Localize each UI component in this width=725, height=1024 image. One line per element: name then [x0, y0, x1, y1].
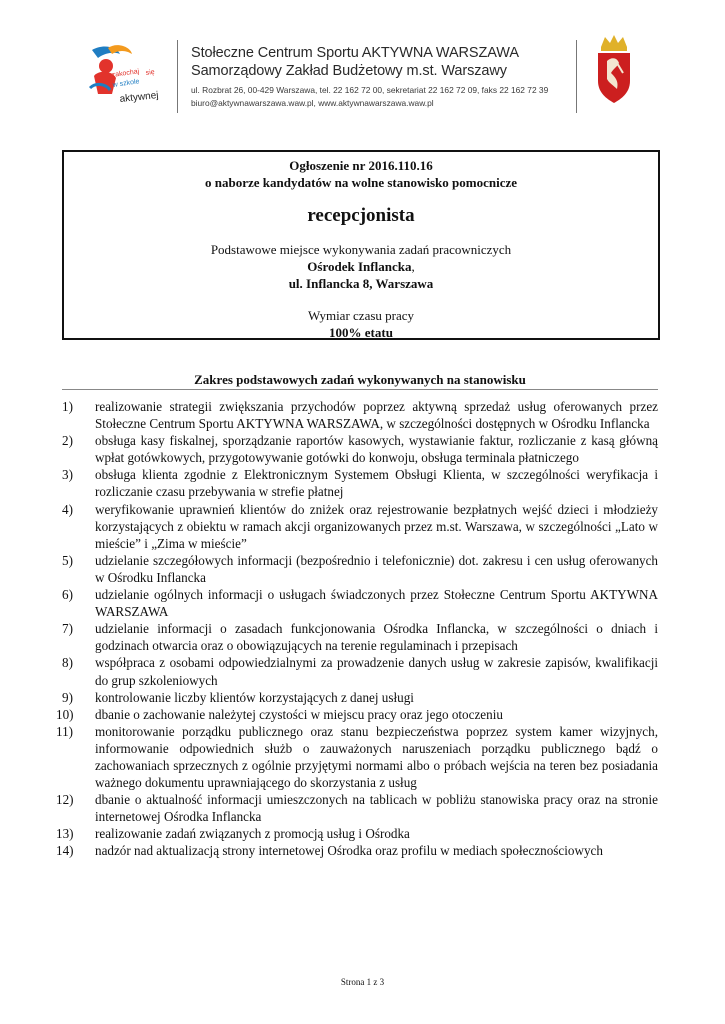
list-item — [62, 689, 658, 706]
list-item-number: 9) — [62, 689, 73, 705]
list-item — [56, 723, 658, 791]
org-name-line1: Stołeczne Centrum Sportu AKTYWNA WARSZAWA — [191, 45, 519, 61]
list-item — [62, 466, 658, 500]
list-item-text: kontrolowanie liczby klientów korzystających z danej usługi — [95, 689, 414, 705]
workplace-name — [64, 258, 658, 275]
workplace-name-text: Ośrodek Inflancka — [307, 259, 412, 274]
header-divider-right — [576, 40, 577, 113]
list-item-text: udzielanie ogólnych informacji o usługach świadczonych przez Stołeczne Centrum Sportu AKTYWNA WARSZAWA — [95, 587, 658, 620]
position-title: recepcjonista — [307, 205, 415, 226]
list-item — [62, 432, 658, 466]
list-item-text: realizowanie zadań związanych z promocją usług i Ośrodka — [95, 826, 410, 842]
announcement-box — [62, 150, 660, 340]
list-item — [62, 552, 658, 586]
list-item-text: obsługa klienta zgodnie z Elektronicznym Systemem Obsługi Klienta, w szczególności weryfikacja i rozliczanie czasu przebywania w strefie płatnej — [95, 467, 658, 500]
list-item-text: monitorowanie porządku publicznego oraz stanu bezpieczeństwa poprzez system kamer wizyjnych, informowanie odpowiednich służb o zauważonych naruszeniach porządku publicznego bądź o zachowaniach sprzecznych z ogólnie przyjętymi normami albo o próbach wejścia na teren bez posiadania ważnego dokumentu uprawniającego do skorzystania z usług — [95, 723, 658, 791]
list-item-text: obsługa kasy fiskalnej, sporządzanie raportów kasowych, wystawianie faktur, rozliczanie z kasą główną wpłat gotówkowych, przygotowywanie gotówki do konwoju, obsługa terminala płatniczego — [95, 433, 658, 466]
list-item — [62, 620, 658, 654]
page-number: Strona 1 z 3 — [340, 977, 385, 987]
list-item-text: udzielanie szczegółowych informacji (bezpośrednio i telefonicznie) dot. zakresu i cen usług oferowanych w Ośrodku Inflancka — [95, 552, 658, 585]
list-item-number: 7) — [62, 621, 73, 637]
list-item — [62, 398, 658, 432]
list-item-number: 3) — [62, 467, 73, 483]
list-item-text: dbanie o zachowanie należytej czystości w miejscu pracy oraz jego otoczeniu — [95, 706, 503, 722]
list-item-text: udzielanie informacji o zasadach funkcjonowania Ośrodka Inflancka, w szczególności o dniach i godzinach otwarcia oraz o obowiązujących na terenie regulaminach i przepisach — [95, 621, 658, 654]
list-item-number: 5) — [62, 552, 73, 568]
list-item-text: realizowanie strategii zwiększania przychodów poprzez aktywną sprzedaż usług oferowanych przez Stołeczne Centrum Sportu AKTYWNA WARSZAWA, w szczególności dostępnych w Ośrodku Inflancka — [95, 399, 658, 432]
list-item-number: 13) — [56, 826, 74, 842]
org-contact: biuro@aktywnawarszawa.waw.pl, www.aktywnawarszawa.waw.pl — [191, 98, 434, 108]
list-item-number: 11) — [56, 723, 74, 739]
logo-word-2: się — [145, 68, 156, 77]
working-time-label: Wymiar czasu pracy — [307, 308, 415, 323]
aktywna-szkola-logo — [86, 44, 172, 110]
list-item — [56, 825, 658, 842]
logo-word-1: zakochaj — [111, 68, 140, 79]
list-item — [62, 654, 658, 688]
workplace-address: ul. Inflancka 8, Warszawa — [288, 276, 434, 291]
list-item-text: dbanie o aktualność informacji umieszczonych na tablicach w pobliżu stanowiska pracy oraz na stronie internetowej Ośrodka Inflancka — [95, 792, 658, 825]
duties-list — [56, 398, 658, 860]
organization-info — [191, 44, 548, 110]
announcement-subject: o naborze kandydatów na wolne stanowisko pomocnicze — [204, 175, 518, 190]
list-item-number: 4) — [62, 501, 73, 517]
working-time-value: 100% etatu — [329, 325, 393, 340]
list-item — [56, 706, 658, 723]
announcement-number: Ogłoszenie nr 2016.110.16 — [289, 158, 433, 173]
logo-word-5: aktywnej — [119, 89, 160, 105]
list-item — [56, 791, 658, 825]
logo-word-3: w — [112, 81, 119, 89]
list-item — [62, 501, 658, 552]
list-item-number: 12) — [56, 792, 74, 808]
header-divider-left — [177, 40, 178, 113]
warsaw-crest-icon — [595, 33, 633, 105]
logo-word-4: szkole — [119, 78, 140, 88]
list-item — [62, 586, 658, 620]
list-item-number: 6) — [62, 587, 73, 603]
list-item — [56, 842, 658, 859]
section-divider — [62, 389, 658, 390]
list-item-text: weryfikowanie uprawnień klientów do zniżek oraz rejestrowanie bezpłatnych wejść dzieci i młodzieży korzystających z obiektu w ramach akcji organizowanych przez m.st. Warszawa, w szczególności „Lato w mieście” i „Zima w mieście” — [95, 501, 658, 551]
org-address: ul. Rozbrat 26, 00-429 Warszawa, tel. 22 162 72 00, sekretariat 22 162 72 09, faks 22 162 72 39 — [191, 85, 549, 95]
list-item-number: 8) — [62, 655, 73, 671]
workplace-intro: Podstawowe miejsce wykonywania zadań pracowniczych — [210, 242, 512, 257]
letterhead — [0, 0, 725, 125]
list-item-number: 2) — [62, 433, 73, 449]
duties-section-title: Zakres podstawowych zadań wykonywanych na stanowisku — [194, 372, 526, 387]
list-item-number: 1) — [62, 399, 73, 414]
list-item-text: współpraca z osobami odpowiedzialnymi za prowadzenie danych usług w zakresie zapisów, kwalifikacji do grup szkoleniowych — [95, 655, 658, 688]
list-item-number: 10) — [56, 706, 74, 722]
workplace-name-comma: , — [411, 259, 415, 274]
list-item-number: 14) — [56, 843, 74, 859]
org-name-line2: Samorządowy Zakład Budżetowy m.st. Warszawy — [191, 63, 507, 79]
list-item-text: nadzór nad aktualizacją strony internetowej Ośrodka oraz profilu w mediach społecznościowych — [95, 843, 603, 859]
